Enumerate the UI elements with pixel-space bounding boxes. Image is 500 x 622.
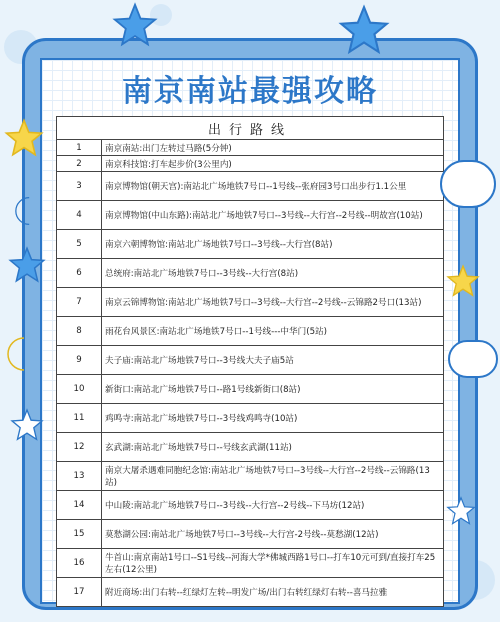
table-row bbox=[57, 201, 444, 230]
row-number: 13 bbox=[57, 462, 102, 491]
table-row bbox=[57, 433, 444, 462]
row-number: 16 bbox=[57, 549, 102, 578]
star-icon bbox=[4, 118, 44, 158]
table-header: 出行路线 bbox=[57, 117, 444, 140]
row-number: 10 bbox=[57, 375, 102, 404]
row-text: 鸡鸣寺:南站北广场地铁7号口--3号线鸡鸣寺(10站) bbox=[102, 404, 444, 433]
table-row bbox=[57, 172, 444, 201]
star-icon bbox=[10, 408, 44, 442]
star-icon bbox=[446, 496, 476, 526]
row-text: 南京南站:出门左转过马路(5分钟) bbox=[102, 140, 444, 156]
row-text: 牛首山:南京南站1号口--S1号线--河海大学*佛城西路1号口--打车10元可到/直接打车25左右(12公里) bbox=[102, 549, 444, 578]
row-number: 3 bbox=[57, 172, 102, 201]
table-row bbox=[57, 140, 444, 156]
row-text: 南京大屠杀遇难同胞纪念馆:南站北广场地铁7号口--3号线--大行宫--2号线--云锦路(13站) bbox=[102, 462, 444, 491]
row-text: 南京六朝博物馆:南站北广场地铁7号口--3号线--大行宫(8站) bbox=[102, 230, 444, 259]
row-number: 1 bbox=[57, 140, 102, 156]
row-text: 雨花台风景区:南站北广场地铁7号口--1号线---中华门(5站) bbox=[102, 317, 444, 346]
row-number: 8 bbox=[57, 317, 102, 346]
table-row bbox=[57, 491, 444, 520]
table-row bbox=[57, 578, 444, 607]
table-row bbox=[57, 288, 444, 317]
cloud-icon bbox=[440, 160, 496, 208]
row-text: 中山陵:南站北广场地铁7号口--3号线--大行宫--2号线--下马坊(12站) bbox=[102, 491, 444, 520]
row-number: 6 bbox=[57, 259, 102, 288]
row-number: 9 bbox=[57, 346, 102, 375]
moon-icon bbox=[12, 196, 38, 226]
row-text: 南京云锦博物馆:南站北广场地铁7号口--3号线--大行宫--2号线--云锦路2号口(13站) bbox=[102, 288, 444, 317]
star-icon bbox=[338, 4, 390, 56]
table-row bbox=[57, 230, 444, 259]
row-text: 莫愁湖公园:南站北广场地铁7号口--3号线--大行宫-2号线--莫愁湖(12站) bbox=[102, 520, 444, 549]
table-row bbox=[57, 404, 444, 433]
row-number: 17 bbox=[57, 578, 102, 607]
row-number: 5 bbox=[57, 230, 102, 259]
page-title: 南京南站最强攻略 bbox=[122, 74, 378, 109]
row-number: 11 bbox=[57, 404, 102, 433]
table-row bbox=[57, 375, 444, 404]
row-text: 南京科技馆:打车起步价(3公里内) bbox=[102, 156, 444, 172]
table-row bbox=[57, 156, 444, 172]
table-row bbox=[57, 462, 444, 491]
star-icon bbox=[8, 246, 46, 284]
row-text: 南京博物馆(朝天宫):南站北广场地铁7号口--1号线--张府园3号口出步行1.1公里 bbox=[102, 172, 444, 201]
table-row bbox=[57, 346, 444, 375]
routes-table bbox=[56, 116, 444, 607]
row-text: 玄武湖:南站北广场地铁7号口--号线玄武湖(11站) bbox=[102, 433, 444, 462]
row-number: 2 bbox=[57, 156, 102, 172]
table-row bbox=[57, 259, 444, 288]
row-number: 15 bbox=[57, 520, 102, 549]
row-text: 新街口:南站北广场地铁7号口--路1号线新街口(8站) bbox=[102, 375, 444, 404]
cloud-icon bbox=[448, 340, 498, 378]
star-icon bbox=[446, 264, 480, 298]
row-text: 南京博物馆(中山东路):南站北广场地铁7号口--3号线--大行宫--2号线--明故宫(10站) bbox=[102, 201, 444, 230]
row-number: 4 bbox=[57, 201, 102, 230]
row-number: 14 bbox=[57, 491, 102, 520]
star-icon bbox=[112, 2, 158, 48]
row-number: 7 bbox=[57, 288, 102, 317]
moon-icon bbox=[4, 336, 34, 372]
table-row bbox=[57, 317, 444, 346]
table-row bbox=[57, 549, 444, 578]
table-row bbox=[57, 520, 444, 549]
row-text: 夫子庙:南站北广场地铁7号口--3号线大夫子庙5站 bbox=[102, 346, 444, 375]
row-text: 附近商场:出门右转--红绿灯左转--明发广场/出门右转红绿灯右转--喜马拉雅 bbox=[102, 578, 444, 607]
row-text: 总统府:南站北广场地铁7号口--3号线--大行宫(8站) bbox=[102, 259, 444, 288]
row-number: 12 bbox=[57, 433, 102, 462]
